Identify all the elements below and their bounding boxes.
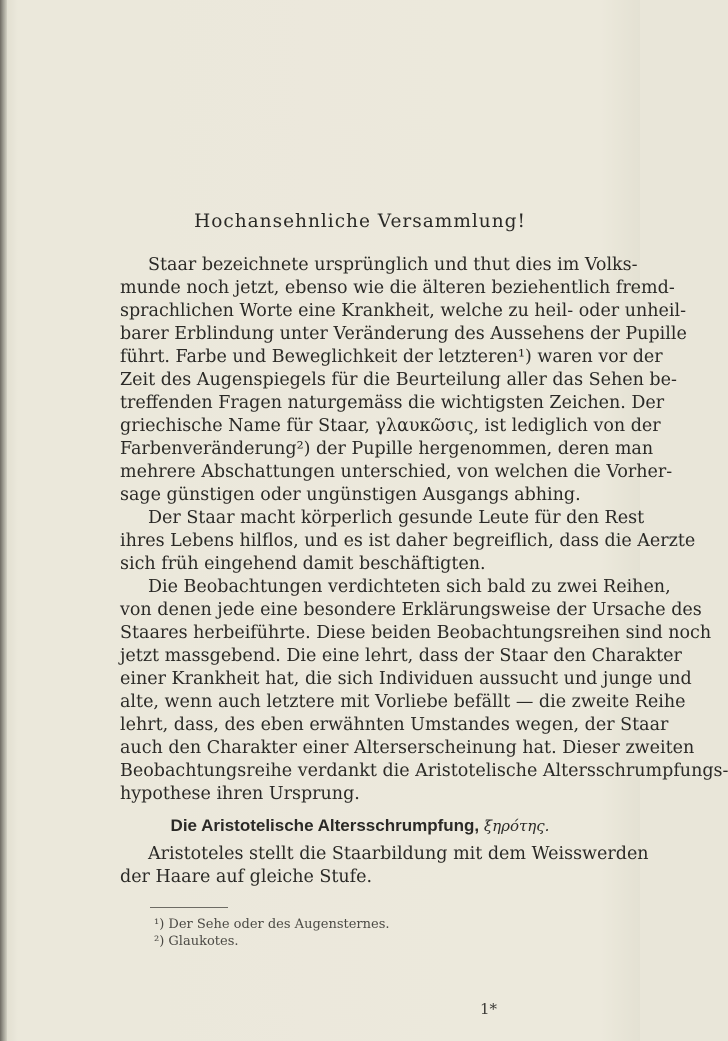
text-line: barer Erblindung unter Veränderung des Aussehens der Pupille [120,324,687,344]
page-heading: Hochansehnliche Versammlung! [194,211,526,232]
text-line: der Haare auf gleiche Stufe. [120,867,373,887]
section-title-text: Die Aristotelische Altersschrumpfung, [170,816,480,835]
text-line: Beobachtungsreihe verdankt die Aristotelische Altersschrumpfungs- [120,761,728,781]
paragraph-2 [120,507,696,576]
paragraph-3 [120,576,728,806]
text-line: Aristoteles stellt die Staarbildung mit dem Weisswerden [148,844,649,864]
text-line: griechische Name für Staar, γλαυκῶσις, ist lediglich von der [120,416,661,436]
text-line: jetzt massgebend. Die eine lehrt, dass der Staar den Charakter [120,646,682,666]
section-title-greek: ξηρότης. [483,817,550,835]
text-line: Farbenveränderung²) der Pupille hergenommen, deren man [120,439,654,459]
text-line: sage günstigen oder ungünstigen Ausgangs abhing. [120,485,581,505]
text-line: von denen jede eine besondere Erklärungsweise der Ursache des [120,600,702,620]
page-number: 1* [480,1000,498,1018]
text-line: einer Krankheit hat, die sich Individuen aussucht und junge und [120,669,692,689]
text-line: munde noch jetzt, ebenso wie die älteren beziehentlich fremd- [120,278,675,298]
text-line: Staares herbeiführte. Diese beiden Beobachtungsreihen sind noch [120,623,712,643]
text-line: mehrere Abschattungen unterschied, von welchen die Vorher- [120,462,673,482]
paragraph-4 [120,843,649,889]
footnote-2: ²) Glaukotes. [154,934,239,949]
text-line: sprachlichen Worte eine Krankheit, welche zu heil- oder unheil- [120,301,687,321]
text-line: hypothese ihren Ursprung. [120,784,360,804]
section-title [120,815,600,837]
text-line: Die Beobachtungen verdichteten sich bald zu zwei Reihen, [148,577,671,597]
text-line: alte, wenn auch letztere mit Vorliebe befällt — die zweite Reihe [120,692,686,712]
text-line: Der Staar macht körperlich gesunde Leute für den Rest [148,508,645,528]
text-line: sich früh eingehend damit beschäftigten. [120,554,486,574]
text-line: auch den Charakter einer Alterserscheinung hat. Dieser zweiten [120,738,695,758]
text-line: treffenden Fragen naturgemäss die wichtigsten Zeichen. Der [120,393,665,413]
footnote-divider [150,907,228,908]
text-line: Zeit des Augenspiegels für die Beurteilung aller das Sehen be- [120,370,677,390]
paragraph-1 [120,254,687,507]
text-block [120,210,728,950]
text-line: Staar bezeichnete ursprünglich und thut dies im Volks- [148,255,638,275]
footnote-1: ¹) Der Sehe oder des Augensternes. [154,917,390,932]
text-line: führt. Farbe und Beweglichkeit der letzteren¹) waren vor der [120,347,663,367]
book-binding-edge [0,0,7,1041]
text-line: lehrt, dass, des eben erwähnten Umstandes wegen, der Staar [120,715,669,735]
text-line: ihres Lebens hilflos, und es ist daher begreiflich, dass die Aerzte [120,531,696,551]
